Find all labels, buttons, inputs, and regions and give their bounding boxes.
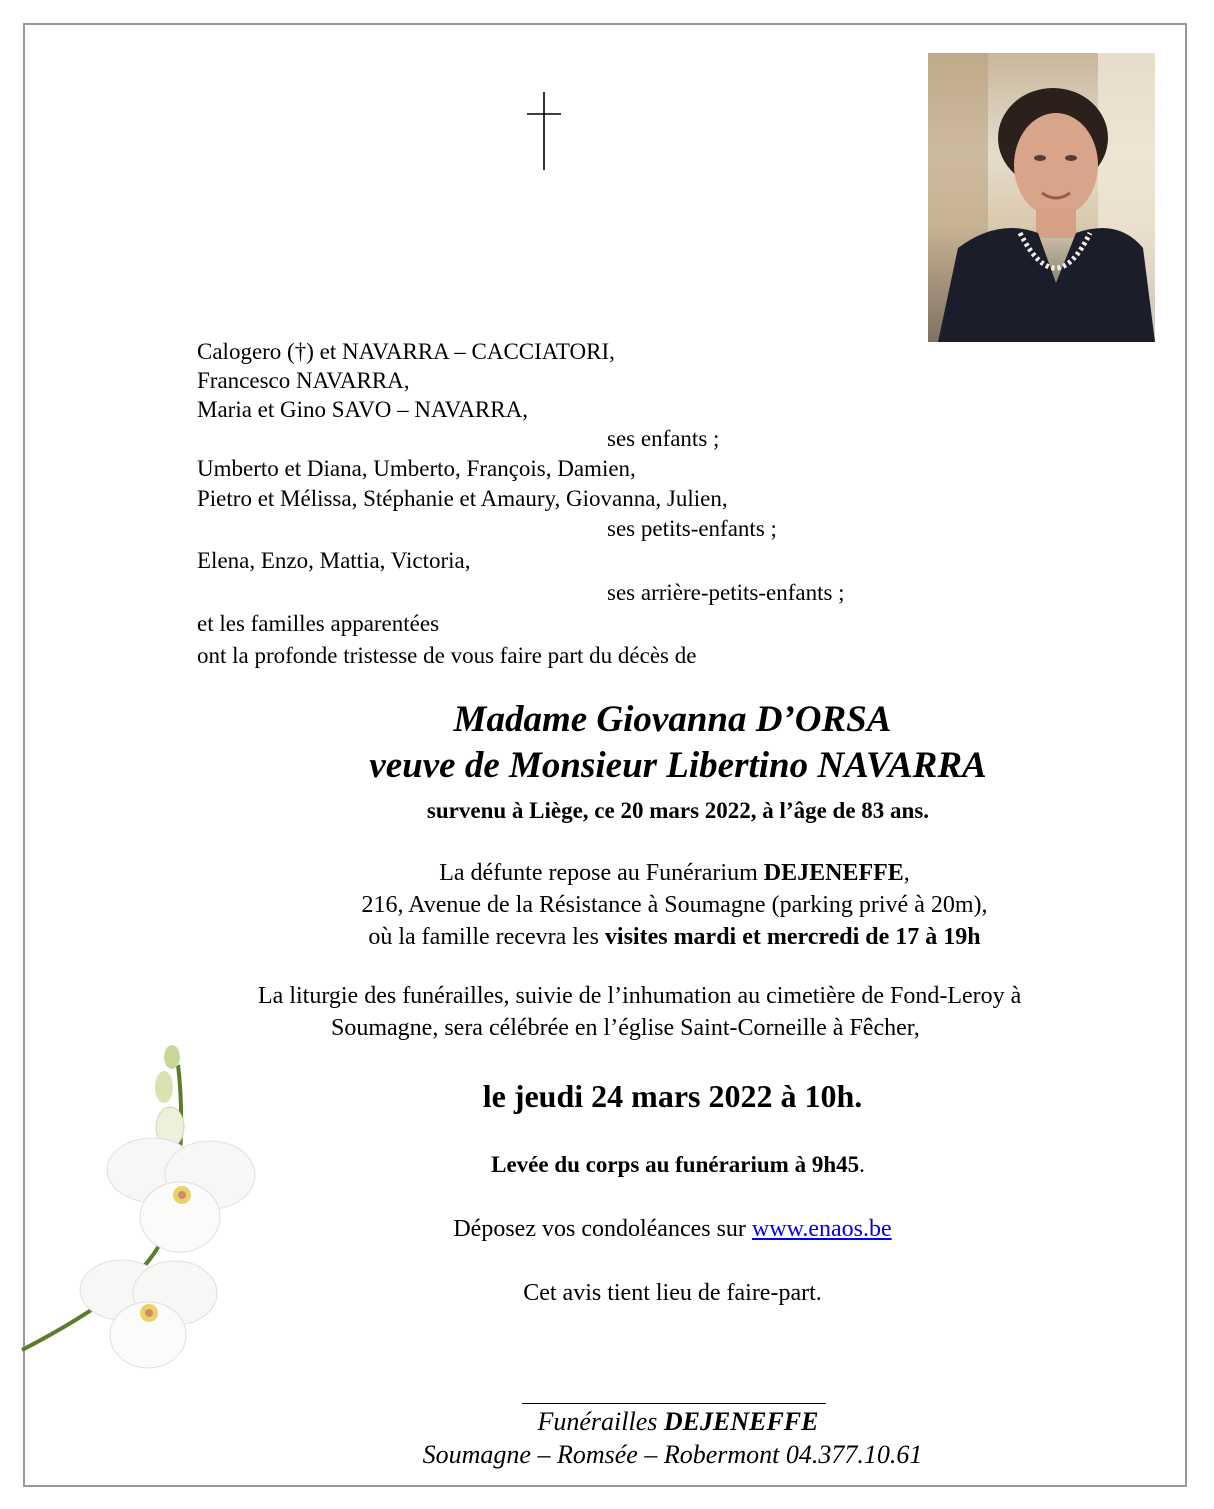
family-line: Pietro et Mélissa, Stéphanie et Amaury, Giovanna, Julien, (197, 486, 728, 511)
signature-divider (522, 1403, 826, 1404)
family-line: Calogero (†) et NAVARRA – CACCIATORI, (197, 339, 615, 364)
family-line: et les familles apparentées (197, 611, 440, 636)
liturgy-line: La liturgie des funérailles, suivie de l’inhumation au cimetière de Fond-Leroy à (258, 983, 1022, 1009)
family-role: ses arrière-petits-enfants ; (607, 580, 845, 605)
notice-line: Cet avis tient lieu de faire-part. (523, 1280, 822, 1306)
family-line: Maria et Gino SAVO – NAVARRA, (197, 397, 528, 422)
portrait-illustration (928, 53, 1155, 342)
footer-text: Funérailles (537, 1407, 664, 1436)
address-line: 216, Avenue de la Résistance à Soumagne (parking privé à 20m), (361, 892, 988, 918)
levee-text: Levée du corps au funérarium à 9h45 (491, 1152, 860, 1177)
visits-text: où la famille recevra les (368, 924, 605, 950)
condolences-link[interactable]: www.enaos.be (751, 1216, 892, 1242)
family-line: ont la profonde tristesse de vous faire part du décès de (197, 643, 697, 668)
rest-line (0, 857, 1214, 889)
family-line: Elena, Enzo, Mattia, Victoria, (197, 548, 471, 573)
footer-line1 (0, 1405, 1214, 1439)
cross-icon (527, 92, 561, 170)
rest-text: La défunte repose au Funérarium (439, 860, 764, 886)
funeral-date: le jeudi 24 mars 2022 à 10h. (482, 1078, 863, 1114)
family-line: Francesco NAVARRA, (197, 368, 410, 393)
orchid-illustration (20, 1045, 290, 1385)
liturgy-line: Soumagne, sera célébrée en l’église Saint-Corneille à Fêcher, (331, 1015, 920, 1041)
funerarium-name: DEJENEFFE (763, 860, 904, 886)
footer-company: DEJENEFFE (663, 1407, 819, 1436)
visits-hours: visites mardi et mercredi de 17 à 19h (604, 924, 981, 950)
portrait-photo (928, 53, 1155, 342)
widow-of: veuve de Monsieur Libertino NAVARRA (369, 745, 987, 786)
levee-suffix: . (859, 1152, 865, 1177)
death-info: survenu à Liège, ce 20 mars 2022, à l’âge de 83 ans. (426, 798, 930, 823)
family-role: ses petits-enfants ; (607, 516, 777, 541)
condolences-text: Déposez vos condoléances sur (453, 1216, 752, 1242)
rest-text: , (903, 860, 910, 886)
footer-line2: Soumagne – Romsée – Robermont 04.377.10.61 (422, 1440, 923, 1469)
deceased-name: Madame Giovanna D’ORSA (453, 699, 892, 740)
family-line: Umberto et Diana, Umberto, François, Damien, (197, 456, 636, 481)
family-role: ses enfants ; (607, 426, 720, 451)
visits-line (0, 921, 1214, 953)
